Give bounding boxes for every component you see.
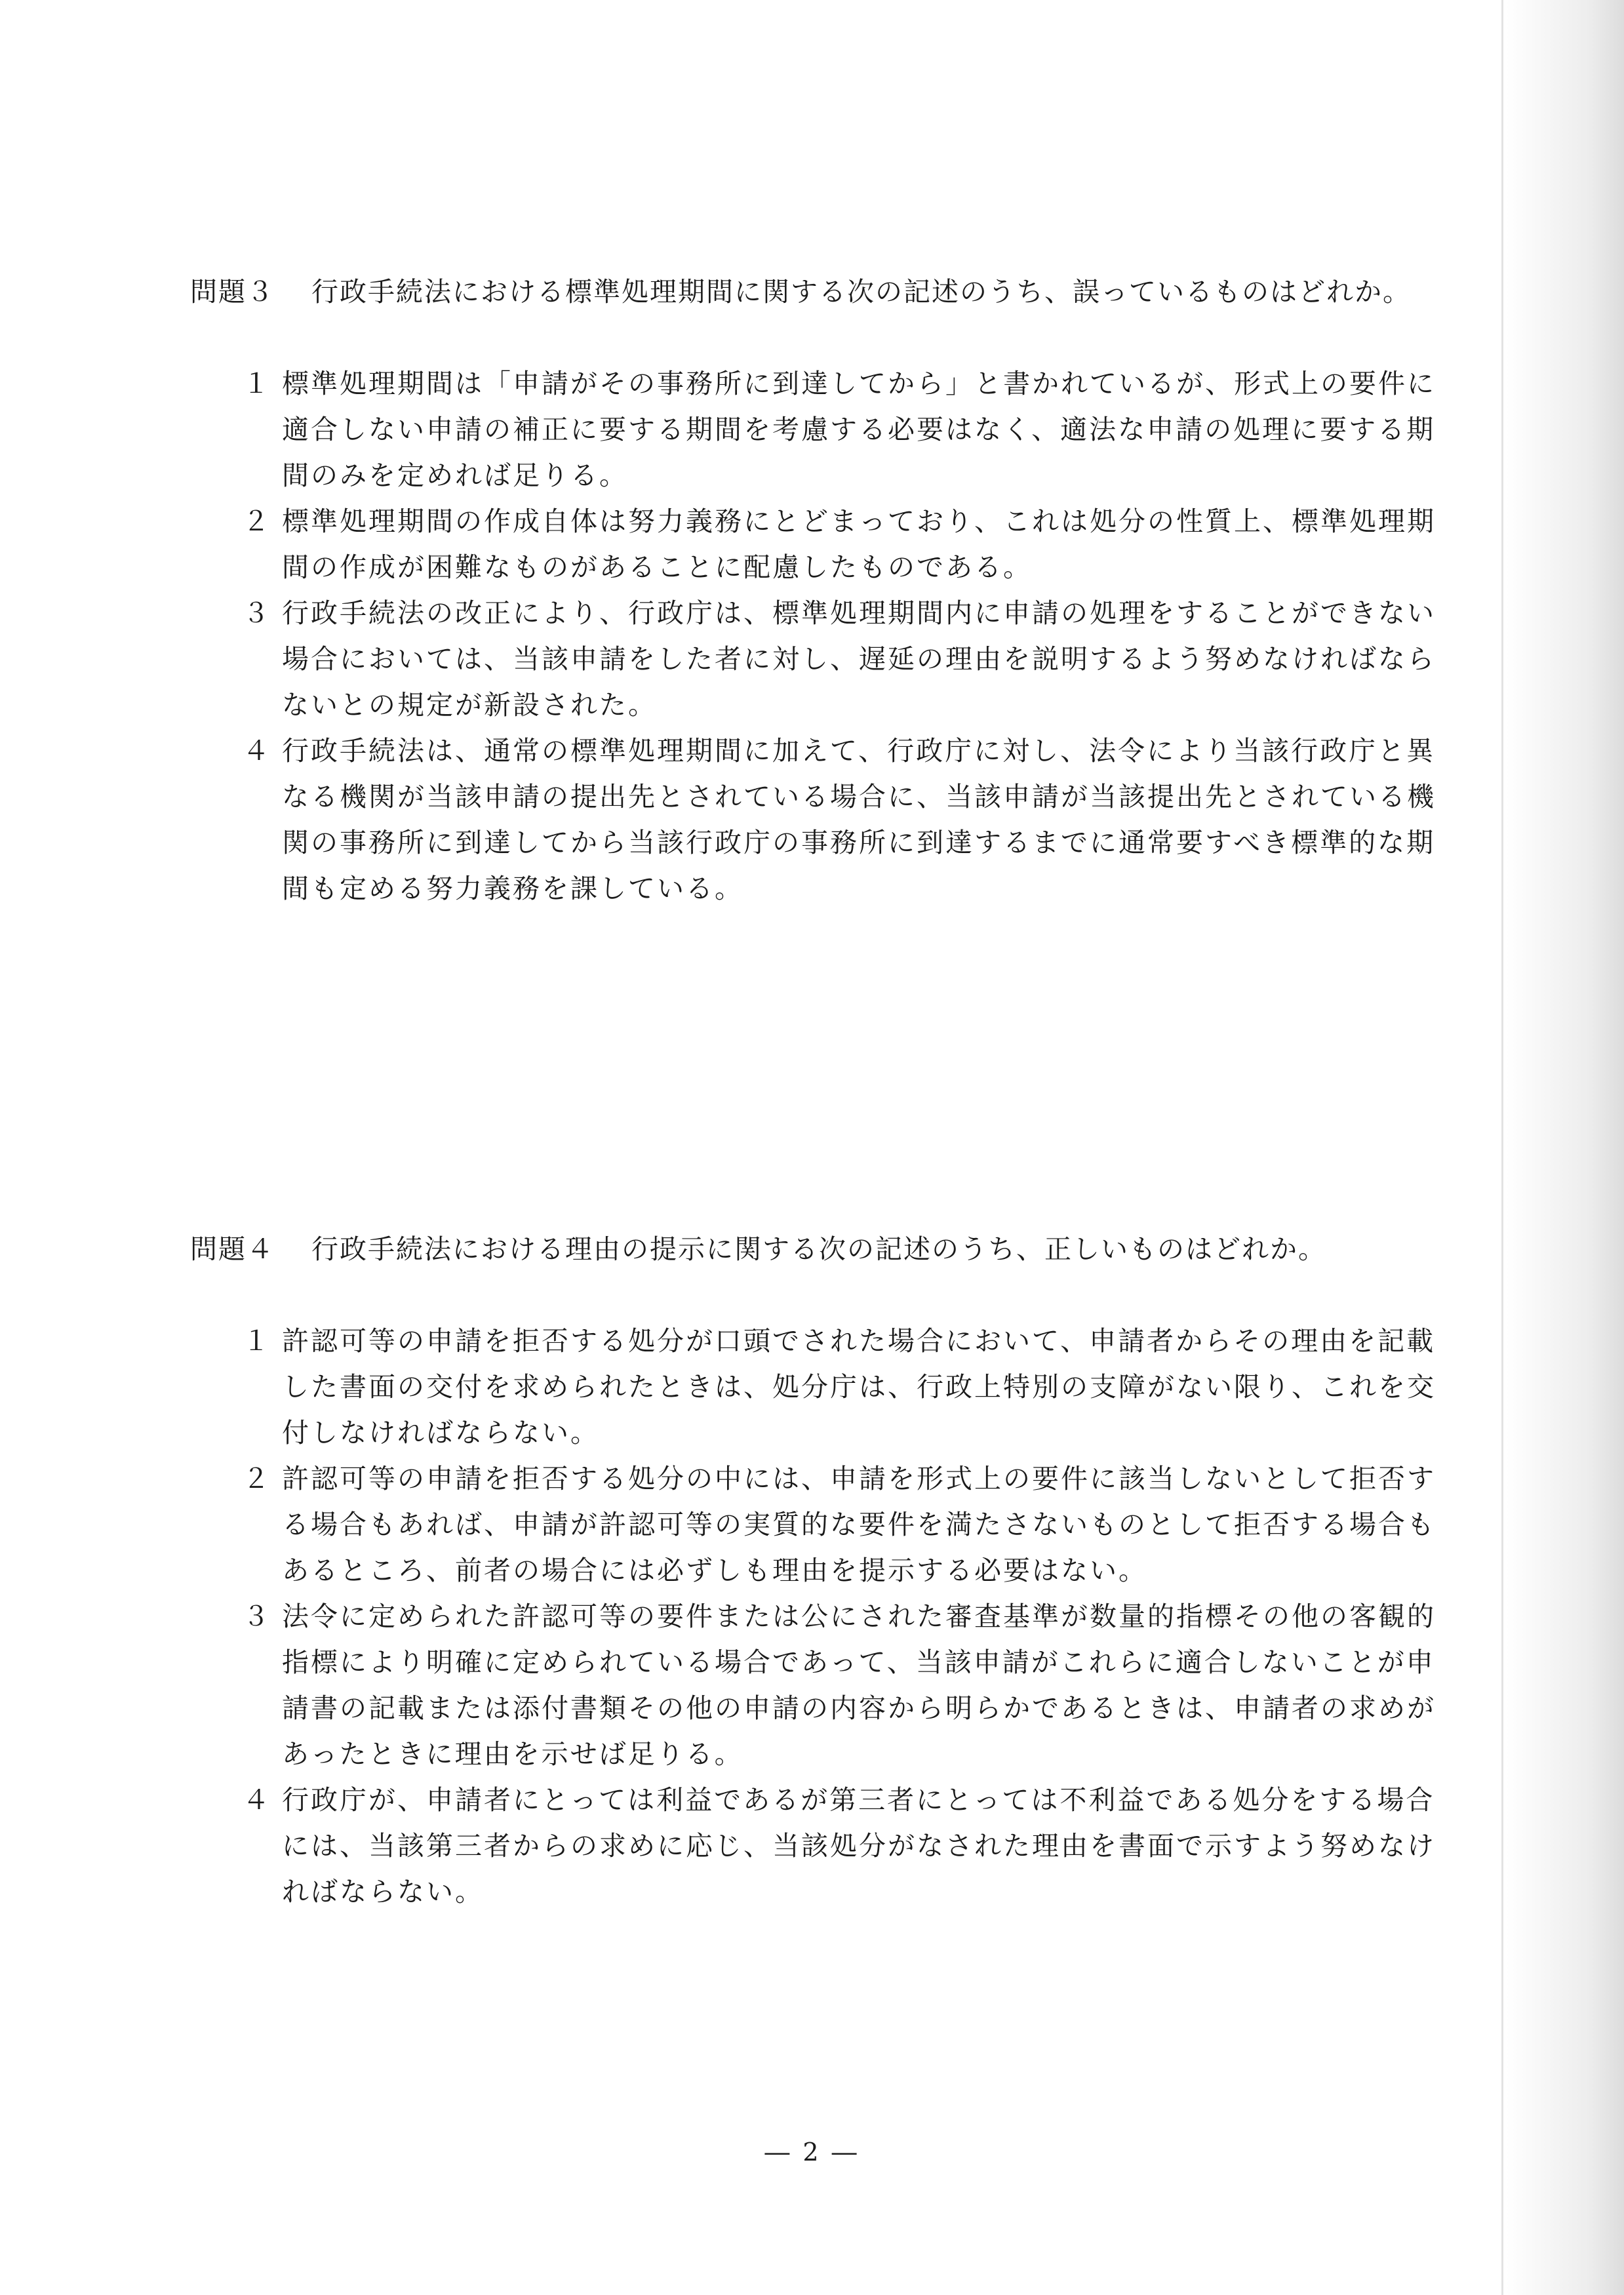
choice-item: [243, 498, 1436, 590]
choice-item: [243, 728, 1436, 911]
page-edge-line: [1501, 0, 1503, 2295]
choice-number: ４: [243, 735, 271, 767]
choice-text: 標準処理期間の作成自体は努力義務にとどまっており、これは処分の性質上、標準処理期間の作成が困難なものがあることに配慮したものである。: [282, 506, 1436, 583]
choice-text: 行政手続法の改正により、行政庁は、標準処理期間内に申請の処理をすることができない場合においては、当該申請をした者に対し、遅延の理由を説明するよう努めなければならないとの規定が新設された。: [282, 597, 1436, 721]
choice-number: ４: [243, 1784, 271, 1816]
choice-number: ２: [243, 506, 271, 537]
choice-list: [190, 1318, 1436, 1915]
question-number: 問題３: [190, 276, 275, 308]
question-header: [190, 269, 1436, 315]
choice-text: 許認可等の申請を拒否する処分が口頭でされた場合において、申請者からその理由を記載した書面の交付を求められたときは、処分庁は、行政上特別の支障がない限り、これを交付しなければならない。: [282, 1325, 1436, 1448]
question-3: [190, 269, 1436, 911]
choice-number: １: [243, 368, 271, 399]
choice-item: [243, 1456, 1436, 1593]
choice-text: 行政手続法は、通常の標準処理期間に加えて、行政庁に対し、法令により当該行政庁と異なる機関が当該申請の提出先とされている場合に、当該申請が当該提出先とされている機関の事務所に到達してから当該行政庁の事務所に到達するまでに通常要すべき標準的な期間も定める努力義務を課している。: [282, 735, 1436, 904]
choice-number: ２: [243, 1463, 271, 1494]
choice-text: 行政庁が、申請者にとっては利益であるが第三者にとっては不利益である処分をする場合には、当該第三者からの求めに応じ、当該処分がなされた理由を書面で示すよう努めなければならない。: [282, 1784, 1436, 1907]
choice-list: [190, 361, 1436, 911]
question-header: [190, 1226, 1436, 1272]
page-edge-shadow: [1506, 0, 1624, 2295]
choice-item: [243, 1593, 1436, 1777]
question-stem: 行政手続法における理由の提示に関する次の記述のうち、正しいものはどれか。: [311, 1233, 1326, 1265]
choice-item: [243, 590, 1436, 728]
choice-number: ３: [243, 597, 271, 629]
choice-number: ３: [243, 1601, 271, 1632]
question-stem: 行政手続法における標準処理期間に関する次の記述のうち、誤っているものはどれか。: [311, 276, 1411, 308]
choice-item: [243, 1777, 1436, 1915]
page-number: ― 2 ―: [764, 2138, 860, 2166]
choice-text: 法令に定められた許認可等の要件または公にされた審査基準が数量的指標その他の客観的指標により明確に定められている場合であって、当該申請がこれらに適合しないことが申請書の記載または添付書類その他の申請の内容から明らかであるときは、申請者の求めがあったときに理由を示せば足りる。: [282, 1601, 1436, 1770]
question-4: [190, 1226, 1436, 1915]
choice-item: [243, 361, 1436, 498]
question-number: 問題４: [190, 1233, 275, 1265]
choice-text: 標準処理期間は「申請がその事務所に到達してから」と書かれているが、形式上の要件に適合しない申請の補正に要する期間を考慮する必要はなく、適法な申請の処理に要する期間のみを定めれば足りる。: [282, 368, 1436, 491]
choice-number: １: [243, 1325, 271, 1357]
choice-text: 許認可等の申請を拒否する処分の中には、申請を形式上の要件に該当しないとして拒否する場合もあれば、申請が許認可等の実質的な要件を満たさないものとして拒否する場合もあるところ、前者の場合には必ずしも理由を提示する必要はない。: [282, 1463, 1436, 1586]
choice-item: [243, 1318, 1436, 1456]
